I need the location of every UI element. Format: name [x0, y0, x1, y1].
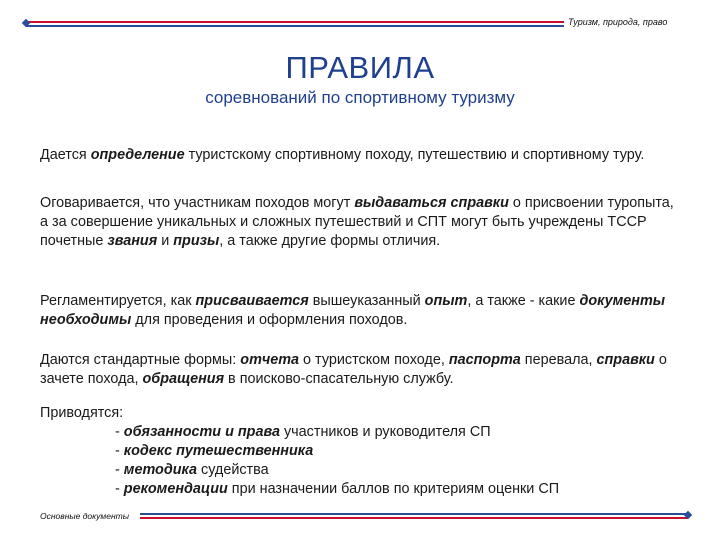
list-dash: - [115, 481, 124, 497]
emphasis: звания [107, 233, 158, 249]
text: о туристском походе, [299, 352, 449, 368]
paragraph-standard-forms [40, 351, 685, 389]
header-caption: Туризм, природа, право [568, 17, 668, 27]
footer-rule-red [140, 517, 688, 519]
paragraph-definition [40, 146, 685, 165]
text: и [157, 233, 174, 249]
emphasis: определение [90, 147, 185, 163]
text: о зачете похода, [40, 352, 667, 387]
slide-title: ПРАВИЛА [285, 50, 435, 85]
list-item [115, 442, 685, 461]
emphasis: обращения [142, 371, 225, 387]
emphasis: обязанности и права [123, 424, 280, 440]
emphasis: кодекс путешественника [123, 443, 314, 459]
text: о присвоении туропыта, а за совершение уникальных и сложных путешествий и СПТ могут быть учреждены ТССР почетные [40, 195, 674, 249]
emphasis: призы [173, 233, 220, 249]
list-intro: Приводятся: [40, 405, 124, 421]
text: Даются стандартные формы: [40, 352, 241, 368]
emphasis: паспорта [448, 352, 521, 368]
footer-caption: Основные документы [40, 511, 129, 521]
text: Оговаривается, что участникам походов могут [40, 195, 355, 211]
header-rule-red [26, 21, 564, 23]
list-item [115, 480, 685, 499]
emphasis: выдаваться справки [354, 195, 509, 211]
text: перевала, [520, 352, 597, 368]
emphasis: документы необходимы [40, 293, 666, 328]
text: для проведения и оформления походов. [131, 312, 408, 328]
text: при назначении баллов по критериям оценки СП [227, 481, 560, 497]
list-dash: - [115, 443, 124, 459]
list-dash: - [115, 424, 124, 440]
emphasis: справки [596, 352, 655, 368]
emphasis: рекомендации [123, 481, 228, 497]
paragraph-certificates [40, 194, 685, 251]
emphasis: методика [123, 462, 198, 478]
text: судейства [197, 462, 269, 478]
header-rule-blue [26, 25, 564, 27]
paragraph-listed-items [40, 404, 685, 499]
list-item [115, 461, 685, 480]
paragraph-regulation [40, 292, 685, 330]
footer-rule-blue [140, 513, 688, 515]
text: участников и руководителя СП [279, 424, 491, 440]
text: , а также другие формы отличия. [219, 233, 441, 249]
slide-subtitle: соревнований по спортивному туризму [205, 88, 515, 107]
emphasis: опыт [424, 293, 468, 309]
text: туристскому спортивному походу, путешествию и спортивному туру. [184, 147, 645, 163]
text: в поисково-спасательную службу. [224, 371, 454, 387]
emphasis: отчета [240, 352, 300, 368]
list-dash: - [115, 462, 124, 478]
text: вышеуказанный [308, 293, 425, 309]
text: , а также - какие [467, 293, 580, 309]
text: Дается [40, 147, 91, 163]
emphasis: присваивается [195, 293, 309, 309]
list-item [115, 423, 685, 442]
text: Регламентируется, как [40, 293, 196, 309]
